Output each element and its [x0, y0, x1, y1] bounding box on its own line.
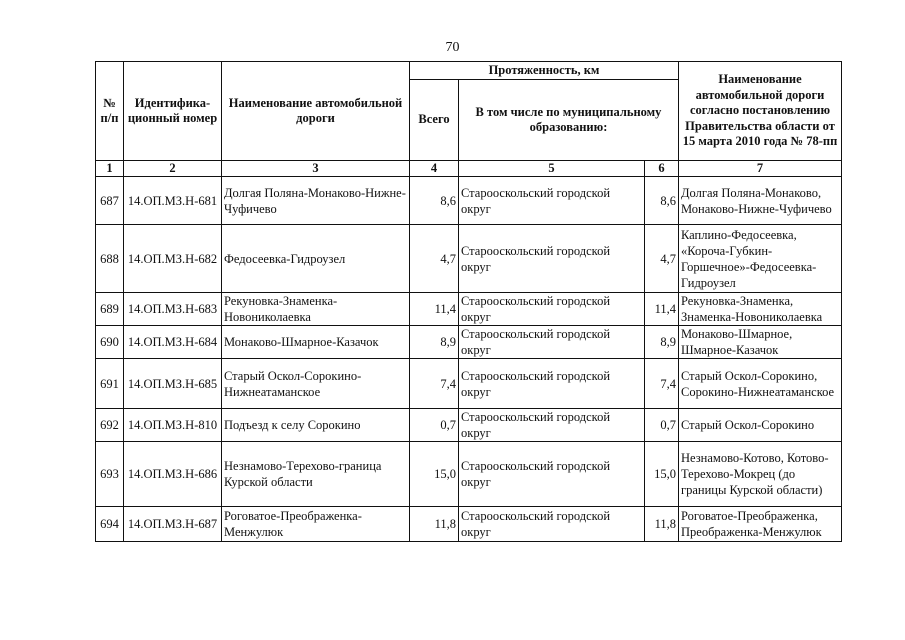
row-id: 14.ОП.МЗ.Н-683: [124, 293, 222, 326]
row-decree-name: Незнамово-Котово, Котово-Терехово-Мокрец (до границы Курской области): [679, 442, 842, 507]
row-municipality-length: 11,8: [645, 507, 679, 542]
row-total-length: 7,4: [410, 359, 459, 409]
row-municipality: Старооскольский городской округ: [459, 359, 645, 409]
row-total-length: 8,9: [410, 326, 459, 359]
row-number: 691: [96, 359, 124, 409]
header-incl: В том числе по муниципальному образованию:: [459, 80, 679, 161]
row-number: 689: [96, 293, 124, 326]
row-road-name: Федосеевка-Гидроузел: [222, 225, 410, 293]
col-number-7: 7: [679, 161, 842, 177]
row-road-name: Подъезд к селу Сорокино: [222, 409, 410, 442]
row-total-length: 0,7: [410, 409, 459, 442]
table-row: [96, 507, 842, 542]
row-road-name: Старый Оскол-Сорокино-Нижнеатаманское: [222, 359, 410, 409]
row-municipality-length: 4,7: [645, 225, 679, 293]
row-id: 14.ОП.МЗ.Н-810: [124, 409, 222, 442]
row-id: 14.ОП.МЗ.Н-686: [124, 442, 222, 507]
col-number-6: 6: [645, 161, 679, 177]
row-municipality-length: 11,4: [645, 293, 679, 326]
row-municipality-length: 8,9: [645, 326, 679, 359]
row-decree-name: Рекуновка-Знаменка, Знаменка-Новониколаевка: [679, 293, 842, 326]
page-number: 70: [445, 40, 460, 55]
header-total: Всего: [410, 80, 459, 161]
row-municipality: Старооскольский городской округ: [459, 409, 645, 442]
row-id: 14.ОП.МЗ.Н-685: [124, 359, 222, 409]
table-row: [96, 326, 842, 359]
table-row: [96, 442, 842, 507]
table-row: [96, 409, 842, 442]
row-total-length: 8,6: [410, 177, 459, 225]
row-municipality-length: 7,4: [645, 359, 679, 409]
row-number: 693: [96, 442, 124, 507]
row-road-name: Незнамово-Терехово-граница Курской области: [222, 442, 410, 507]
row-number: 688: [96, 225, 124, 293]
row-road-name: Долгая Поляна-Монаково-Нижне-Чуфичево: [222, 177, 410, 225]
table-row: [96, 177, 842, 225]
header-id: Идентифика-ционный номер: [124, 62, 222, 161]
row-municipality: Старооскольский городской округ: [459, 507, 645, 542]
row-decree-name: Старый Оскол-Сорокино, Сорокино-Нижнеатаманское: [679, 359, 842, 409]
row-total-length: 11,4: [410, 293, 459, 326]
row-id: 14.ОП.МЗ.Н-681: [124, 177, 222, 225]
row-number: 690: [96, 326, 124, 359]
row-total-length: 15,0: [410, 442, 459, 507]
header-decree: Наименование автомобильной дороги согласно постановлению Правительства области от 15 марта 2010 года № 78-пп: [679, 62, 842, 161]
header-length-group: Протяженность, км: [410, 62, 679, 80]
row-municipality-length: 15,0: [645, 442, 679, 507]
row-municipality-length: 0,7: [645, 409, 679, 442]
col-number-5: 5: [459, 161, 645, 177]
row-decree-name: Каплино-Федосеевка, «Короча-Губкин-Горшечное»-Федосеевка-Гидроузел: [679, 225, 842, 293]
row-number: 694: [96, 507, 124, 542]
row-total-length: 4,7: [410, 225, 459, 293]
row-number: 692: [96, 409, 124, 442]
row-road-name: Монаково-Шмарное-Казачок: [222, 326, 410, 359]
row-road-name: Роговатое-Преображенка-Менжулюк: [222, 507, 410, 542]
row-municipality: Старооскольский городской округ: [459, 326, 645, 359]
col-number-3: 3: [222, 161, 410, 177]
row-municipality: Старооскольский городской округ: [459, 293, 645, 326]
row-total-length: 11,8: [410, 507, 459, 542]
row-decree-name: Роговатое-Преображенка, Преображенка-Менжулюк: [679, 507, 842, 542]
row-road-name: Рекуновка-Знаменка-Новониколаевка: [222, 293, 410, 326]
row-id: 14.ОП.МЗ.Н-684: [124, 326, 222, 359]
col-number-1: 1: [96, 161, 124, 177]
row-decree-name: Монаково-Шмарное, Шмарное-Казачок: [679, 326, 842, 359]
row-decree-name: Долгая Поляна-Монаково, Монаково-Нижне-Чуфичево: [679, 177, 842, 225]
row-decree-name: Старый Оскол-Сорокино: [679, 409, 842, 442]
col-number-2: 2: [124, 161, 222, 177]
row-id: 14.ОП.МЗ.Н-687: [124, 507, 222, 542]
header-name: Наименование автомобильной дороги: [222, 62, 410, 161]
row-municipality-length: 8,6: [645, 177, 679, 225]
row-number: 687: [96, 177, 124, 225]
row-municipality: Старооскольский городской округ: [459, 442, 645, 507]
table-row: [96, 293, 842, 326]
roads-table: [95, 61, 842, 542]
row-municipality: Старооскольский городской округ: [459, 177, 645, 225]
header-no: № п/п: [96, 62, 124, 161]
row-id: 14.ОП.МЗ.Н-682: [124, 225, 222, 293]
table-row: [96, 359, 842, 409]
row-municipality: Старооскольский городской округ: [459, 225, 645, 293]
col-number-4: 4: [410, 161, 459, 177]
table-row: [96, 225, 842, 293]
